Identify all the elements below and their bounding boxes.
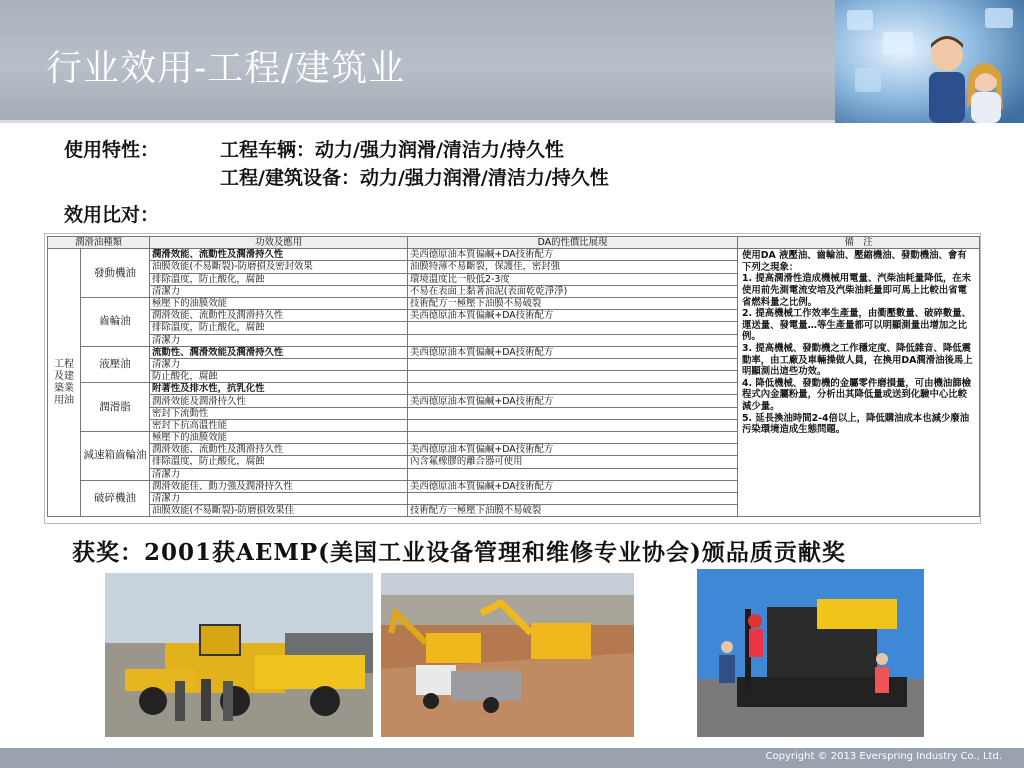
da-value-cell: 技術配方一極壓下油膜不易破裂	[408, 505, 738, 517]
effect-cell: 極壓下的油膜效能	[150, 432, 408, 444]
da-value-cell	[408, 383, 738, 395]
da-value-cell: 美西德原油本質偏鹹+DA技術配方	[408, 444, 738, 456]
oil-type-cell: 齒輪油	[81, 297, 150, 346]
effect-cell: 清潔力	[150, 334, 408, 346]
note-line: 4. 降低機械、發動機的金屬零件磨損量，可由機油篩檢程式內金屬粉量，分析出其降低量或送到化驗中心比較減少量。	[742, 377, 971, 412]
effect-cell: 潤滑效能及潤滑持久性	[150, 395, 408, 407]
footer-bar	[0, 748, 1024, 768]
effect-cell: 排除溫度，防止酸化，腐蝕	[150, 322, 408, 334]
oil-type-cell: 發動機油	[81, 249, 150, 298]
note-line: 1. 提高潤滑性造成機械用電量、汽柴油耗量降低，在未使用前先測電流安培及汽柴油耗量即可馬上比較出省電省燃料量之比例。	[742, 273, 971, 308]
da-value-cell	[408, 419, 738, 431]
da-value-cell: 美西德原油本質偏鹹+DA技術配方	[408, 249, 738, 261]
table-header: 潤滑油種類	[48, 237, 150, 249]
photo-grader-machine	[105, 573, 373, 737]
da-value-cell: 內含氟橡膠的離合器可使用	[408, 456, 738, 468]
effect-cell: 防止酸化，腐蝕	[150, 371, 408, 383]
da-value-cell: 美西德原油本質偏鹹+DA技術配方	[408, 346, 738, 358]
comparison-table-image	[44, 233, 981, 524]
effect-cell: 潤滑效能、流動性及潤滑持久性	[150, 444, 408, 456]
effect-cell: 密封下流動性	[150, 407, 408, 419]
compare-label: 效用比对：	[64, 204, 160, 226]
effect-cell: 潤滑效能佳、動力強及潤滑持久性	[150, 480, 408, 492]
effect-cell: 密封下抗高溫性能	[150, 419, 408, 431]
da-value-cell: 技術配方一極壓下油膜不易破裂	[408, 297, 738, 309]
effect-cell: 排除溫度，防止酸化，腐蝕	[150, 273, 408, 285]
da-value-cell	[408, 358, 738, 370]
usage-label: 使用特性：	[64, 139, 160, 161]
effect-cell: 清潔力	[150, 358, 408, 370]
da-value-cell	[408, 371, 738, 383]
category-cell: 工程及建築業用油	[48, 249, 81, 517]
award-text: 获奖：2001获AEMP(美国工业设备管理和维修专业协会)颁品质贡献奖	[72, 539, 846, 566]
effect-cell: 排除溫度，防止酸化，腐蝕	[150, 456, 408, 468]
effect-cell: 清潔力	[150, 468, 408, 480]
table-header: DA的性價比展現	[408, 237, 738, 249]
title-bar	[0, 0, 1024, 123]
table-header: 功效及應用	[150, 237, 408, 249]
effect-cell: 清潔力	[150, 492, 408, 504]
usage-line: 工程/建筑设备：动力/强力润滑/清洁力/持久性	[220, 167, 609, 189]
note-line: 3. 提高機械、發動機之工作穩定度、降低雜音、降低震動率，由工廠及車輛操做人員，在換用DA潤滑油後馬上明顯測出這些功效。	[742, 342, 973, 378]
note-line: 2. 提高機械工作效率生產量，由衝壓數量、破碎數量、運送量、發電量…等生產量都可以明顯測量出增加之比例。	[742, 308, 971, 343]
da-value-cell: 不易在表面上黏著油泥(表面乾乾淨淨)	[408, 285, 738, 297]
effect-cell: 流動性、潤滑效能及潤滑持久性	[150, 346, 408, 358]
comparison-table	[47, 236, 980, 517]
da-value-cell	[408, 432, 738, 444]
table-header: 備 注	[738, 237, 980, 249]
da-value-cell: 美西德原油本質偏鹹+DA技術配方	[408, 310, 738, 322]
note-line: 使用DA 液壓油、齒輪油、壓縮機油、發動機油、會有下列之現象：	[742, 250, 967, 273]
da-value-cell	[408, 492, 738, 504]
da-value-cell	[408, 322, 738, 334]
photo-excavators-construction-site	[381, 573, 634, 737]
usage-features	[64, 136, 609, 192]
da-value-cell: 環境溫度比一般低2-3度	[408, 273, 738, 285]
effect-cell: 潤滑效能、流動性及潤滑持久性	[150, 310, 408, 322]
hero-image-children-touchscreen	[835, 0, 1024, 123]
effect-cell: 潤滑效能、流動性及潤滑持久性	[150, 249, 408, 261]
effect-cell: 極壓下的油膜效能	[150, 297, 408, 309]
effect-cell: 油膜效能(不易斷裂)-防磨損及密封效果	[150, 261, 408, 273]
da-value-cell	[408, 468, 738, 480]
effect-cell: 清潔力	[150, 285, 408, 297]
usage-line: 工程车辆：动力/强力润滑/清洁力/持久性	[220, 139, 564, 161]
effect-cell: 油膜效能(不易斷裂)-防磨損效果佳	[150, 505, 408, 517]
photo-asphalt-paver	[697, 569, 924, 737]
effect-cell: 附著性及排水性，抗乳化性	[150, 383, 408, 395]
notes-cell	[738, 249, 980, 517]
oil-type-cell: 潤滑脂	[81, 383, 150, 432]
copyright-text: Copyright © 2013 Everspring Industry Co., Ltd.	[765, 751, 1002, 762]
da-value-cell: 美西德原油本質偏鹹+DA技術配方	[408, 480, 738, 492]
note-line: 5. 延長換油時間2-4倍以上，降低購油成本也減少廢油污染環境造成生態問題。	[742, 412, 970, 436]
da-value-cell: 油膜特薄不易斷裂，保護佳，密封強	[408, 261, 738, 273]
oil-type-cell: 破碎機油	[81, 480, 150, 517]
da-value-cell	[408, 407, 738, 419]
da-value-cell: 美西德原油本質偏鹹+DA技術配方	[408, 395, 738, 407]
slide-title: 行业效用-工程/建筑业	[46, 48, 406, 89]
oil-type-cell: 減速箱齒輪油	[81, 432, 150, 481]
table-row	[48, 249, 980, 261]
da-value-cell	[408, 334, 738, 346]
oil-type-cell: 液壓油	[81, 346, 150, 383]
